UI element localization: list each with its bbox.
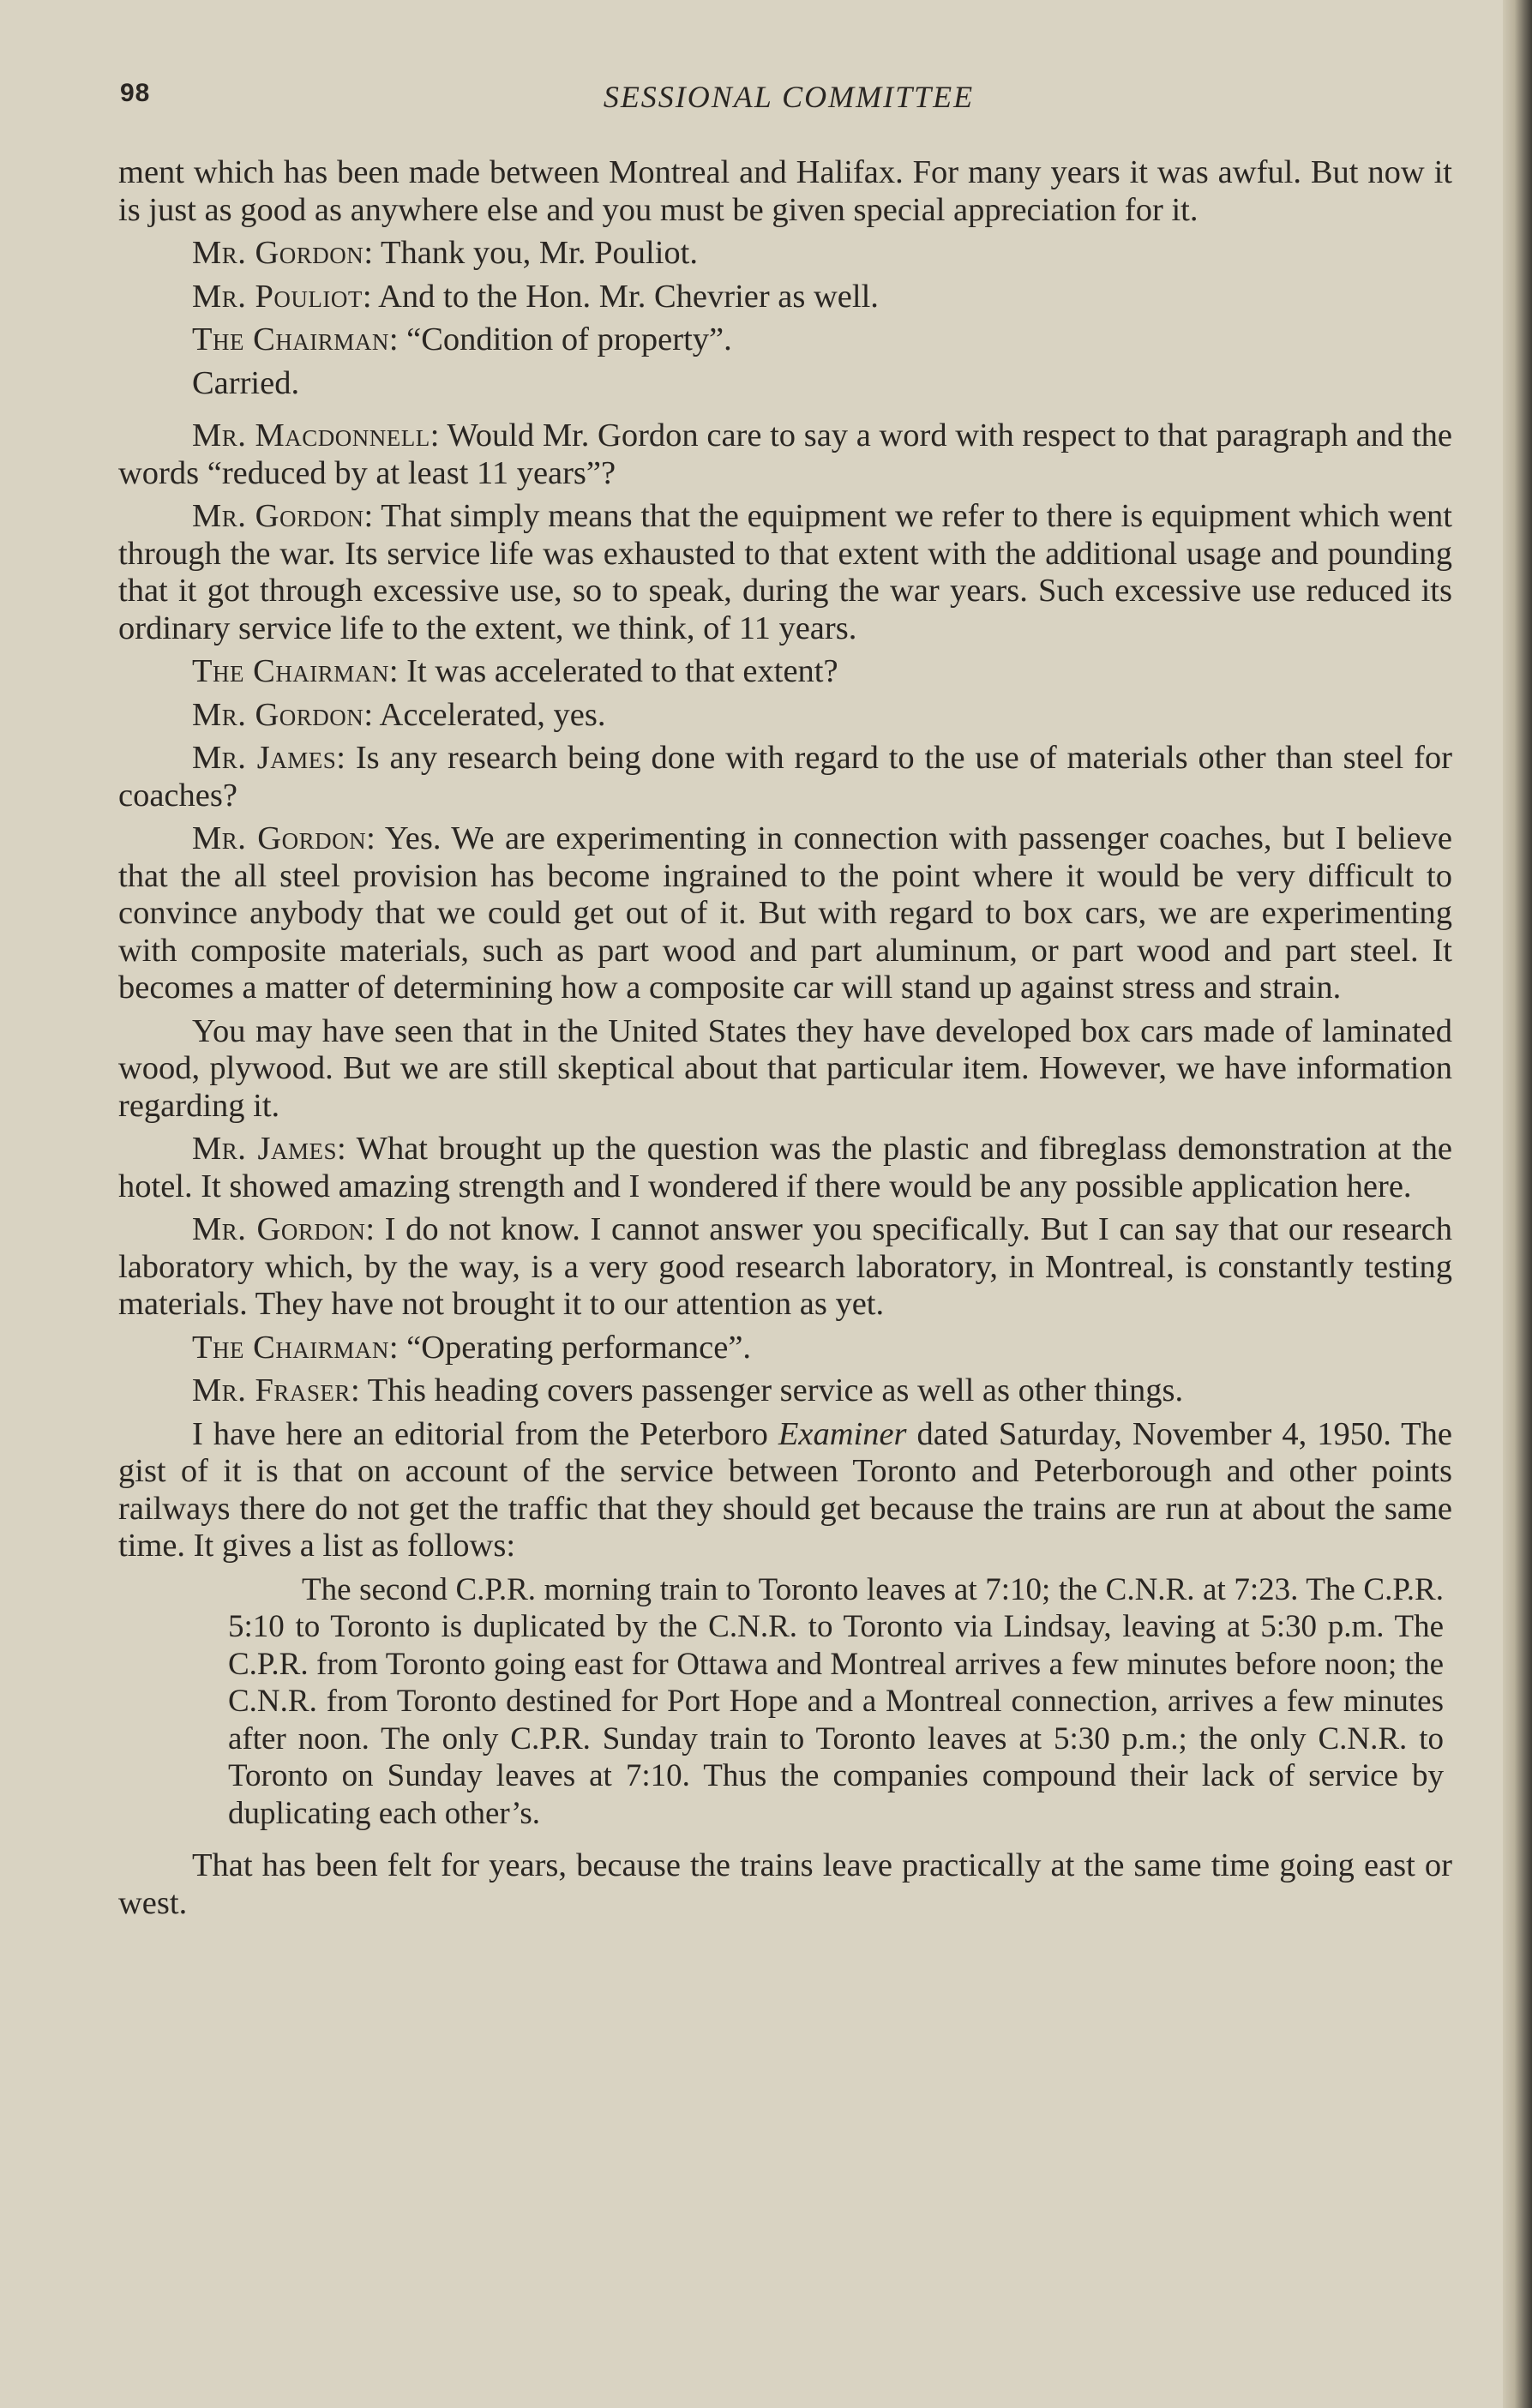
speaker-name: The Chairman bbox=[192, 1329, 389, 1366]
paragraph: Mr. Macdonnell: Would Mr. Gordon care to say a word with respect to that paragraph and the words “reduced by at least 11 years”? bbox=[118, 417, 1452, 491]
paragraph: ment which has been made between Montreal and Halifax. For many years it was awful. But now it is just as good as anywhere else and you must be given special appreciation for it. bbox=[118, 154, 1452, 228]
paragraph: Mr. Gordon: I do not know. I cannot answer you specifically. But I can say that our research laboratory which, by the way, is a very good research laboratory, in Montreal, is constantly testing materials. They have not brought it to our attention as yet. bbox=[118, 1211, 1452, 1322]
paragraph: You may have seen that in the United States they have developed box cars made of laminated wood, plywood. But we are still skeptical about that particular item. However, we have information regarding it. bbox=[118, 1012, 1452, 1124]
paragraph: Mr. Pouliot: And to the Hon. Mr. Chevrier as well. bbox=[192, 278, 879, 315]
paragraph: That has been felt for years, because the trains leave practically at the same time going east or west. bbox=[118, 1847, 1452, 1921]
paragraph: Mr. James: Is any research being done with regard to the use of materials other than steel for coaches? bbox=[118, 740, 1452, 814]
speaker-name: Mr. Gordon bbox=[192, 820, 367, 856]
page-number: 98 bbox=[120, 79, 151, 107]
paragraph: I have here an editorial from the Peterboro Examiner dated Saturday, November 4, 1950. The gist of it is that on account of the service between Toronto and Peterborough and other points railways there do not get the traffic that they should get because the trains are run at about the same time. It gives a list as follows: bbox=[118, 1415, 1452, 1564]
paragraph: Mr. Gordon: Yes. We are experimenting in connection with passenger coaches, but I believe that the all steel provision has become ingrained to the point where it would be very difficult to convince anybody that we could get out of it. But with regard to box cars, we are experimenting with composite materials, such as part wood and part aluminum, or part wood and part steel. It becomes a matter of determining how a composite car will stand up against stress and strain. bbox=[118, 820, 1452, 1006]
paragraph: Mr. Gordon: Accelerated, yes. bbox=[192, 696, 606, 733]
speaker-name: Mr. Gordon bbox=[192, 235, 364, 271]
speaker-name: Mr. Macdonnell bbox=[192, 417, 430, 453]
running-title: SESSIONAL COMMITTEE bbox=[603, 80, 975, 114]
speaker-name: The Chairman bbox=[192, 321, 389, 357]
paragraph: Mr. James: What brought up the question was the plastic and fibreglass demonstration at the hotel. It showed amazing strength and I wondered if there would be any possible application here. bbox=[118, 1131, 1452, 1204]
speaker-name: The Chairman bbox=[192, 653, 389, 689]
paragraph: Mr. Gordon: That simply means that the equipment we refer to there is equipment which went through the war. Its service life was exhausted to that extent with the additional usage and pounding that it got through excessive use, so to speak, during the war years. Such excessive use reduced its ordinary service life to the extent, we think, of 11 years. bbox=[118, 498, 1452, 646]
paragraph: The Chairman: “Condition of property”. bbox=[192, 321, 732, 357]
speaker-name: Mr. Pouliot bbox=[192, 278, 363, 315]
newspaper-title: Examiner bbox=[778, 1415, 907, 1452]
speaker-name: Mr. Fraser bbox=[192, 1372, 351, 1408]
paragraph: Carried. bbox=[192, 364, 300, 401]
paragraph: The Chairman: “Operating performance”. bbox=[192, 1329, 752, 1366]
speaker-name: Mr. James bbox=[192, 740, 337, 776]
speaker-name: Mr. Gordon bbox=[192, 1211, 366, 1247]
document-body bbox=[118, 154, 1452, 1928]
block-quotation: The second C.P.R. morning train to Toronto leaves at 7:10; the C.N.R. at 7:23. The C.P.R. 5:10 to Toronto is duplicated by the C.N.R. to Toronto via Lindsay, leaving at 5:30 p.m. The C.P.R. from Toronto going east for Ottawa and Montreal arrives a few minutes before noon; the C.N.R. from Toronto destined for Port Hope and a Montreal connection, arrives a few minutes after noon. The only C.P.R. Sunday train to Toronto leaves at 5:30 p.m.; the only C.N.R. to Toronto on Sunday leaves at 7:10. Thus the companies compound their lack of service by duplicating each other’s. bbox=[228, 1571, 1444, 1831]
page-edge-shadow bbox=[1503, 0, 1532, 2408]
speaker-name: Mr. Gordon bbox=[192, 498, 364, 534]
paragraph: Mr. Gordon: Thank you, Mr. Pouliot. bbox=[192, 235, 698, 271]
speaker-name: Mr. James bbox=[192, 1131, 337, 1167]
page-header bbox=[120, 79, 1457, 122]
paragraph: Mr. Fraser: This heading covers passenger service as well as other things. bbox=[192, 1372, 1184, 1408]
paragraph: The Chairman: It was accelerated to that extent? bbox=[192, 653, 838, 689]
speaker-name: Mr. Gordon bbox=[192, 696, 364, 733]
